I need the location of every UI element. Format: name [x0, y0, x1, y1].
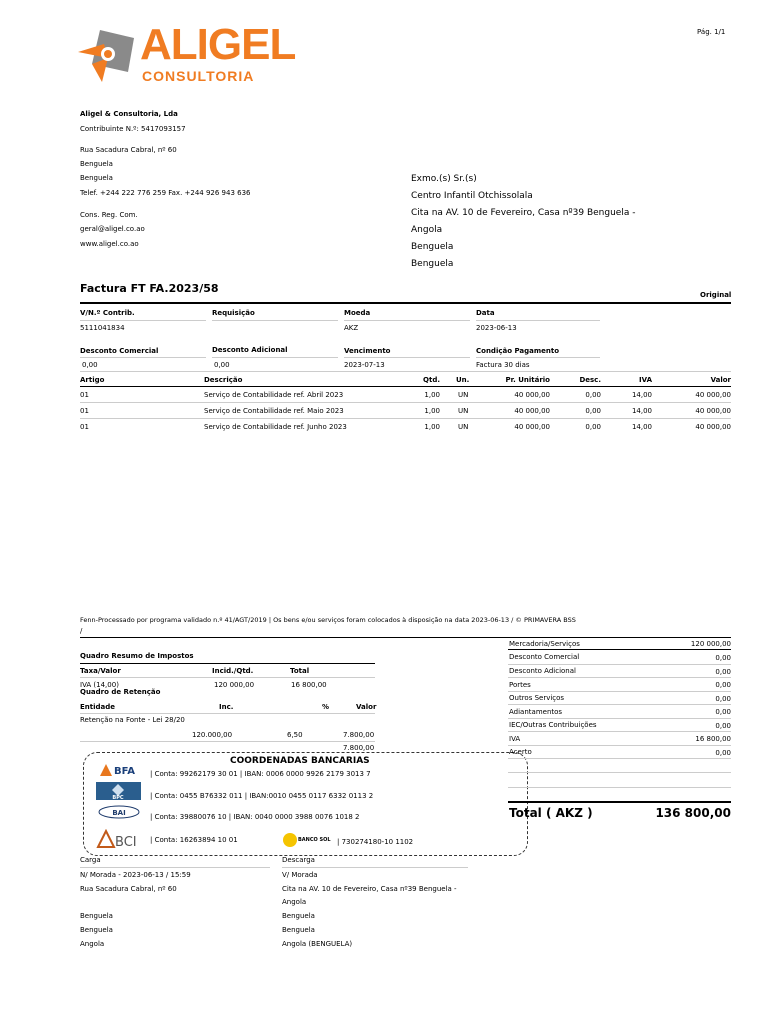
- retention-col-valor: Valor: [356, 703, 377, 711]
- banco-sol-icon: [283, 833, 297, 847]
- company-logo: [78, 22, 298, 88]
- row-pr-unitario: 40 000,00: [514, 391, 550, 399]
- bai-logo: [97, 805, 141, 819]
- company-reg: Cons. Reg. Com.: [80, 211, 138, 219]
- row-iva: 14,00: [631, 407, 652, 415]
- bank-row-bfa: | Conta: 99262179 30 01 | IBAN: 0006 0000 9926 2179 3013 7: [150, 770, 371, 778]
- company-province: Benguela: [80, 174, 113, 182]
- summary-value: 120 000,00: [690, 640, 731, 648]
- summary-value: 0,00: [715, 708, 731, 716]
- company-email: geral@aligel.co.ao: [80, 225, 145, 233]
- taxes-row-incid: 120 000,00: [214, 681, 255, 689]
- row-iva: 14,00: [631, 423, 652, 431]
- bank-row-sol: | 730274180-10 1102: [337, 838, 414, 846]
- field-value-condicao: Factura 30 dias: [476, 361, 530, 369]
- retention-pct: 6,50: [287, 731, 303, 739]
- summary-label: IEC/Outras Contribuições: [509, 721, 597, 729]
- retention-col-inc: Inc.: [219, 703, 234, 711]
- taxes-row-total: 16 800,00: [291, 681, 327, 689]
- footer-slash: /: [80, 627, 83, 635]
- bank-row-bci: | Conta: 16263894 10 01: [150, 836, 238, 844]
- bai-label: BAI: [112, 809, 126, 817]
- summary-label: Adiantamentos: [509, 708, 563, 716]
- logo-brand: ALIGEL: [140, 20, 296, 69]
- summary-value: 0,00: [715, 654, 731, 662]
- bci-label: BCI: [115, 835, 137, 849]
- carga-line: Benguela: [80, 912, 113, 920]
- summary-value: 0,00: [715, 668, 731, 676]
- row-pr-unitario: 40 000,00: [514, 407, 550, 415]
- company-web: www.aligel.co.ao: [80, 240, 139, 248]
- company-name: Aligel & Consultoria, Lda: [80, 110, 178, 118]
- col-artigo: Artigo: [80, 376, 105, 384]
- row-un: UN: [458, 391, 469, 399]
- summary-label: IVA: [509, 735, 521, 743]
- client-address: Cita na AV. 10 de Fevereiro, Casa nº39 Benguela -: [411, 208, 636, 218]
- bank-row-bpc: | Conta: 0455 B76332 011 | IBAN:0010 0455 0117 6332 0113 2: [150, 792, 374, 800]
- banco-sol-label: BANCO SOL: [298, 837, 331, 843]
- summary-label: Portes: [509, 681, 531, 689]
- row-desc: 0,00: [585, 391, 601, 399]
- invoice-title: Factura FT FA.2023/58: [80, 282, 219, 295]
- row-qtd: 1,00: [424, 407, 440, 415]
- row-valor: 40 000,00: [695, 391, 731, 399]
- carga-line: N/ Morada - 2023-06-13 / 15:59: [80, 871, 191, 879]
- row-artigo: 01: [80, 407, 89, 415]
- client-province: Benguela: [411, 259, 454, 269]
- descarga-line: Benguela: [282, 912, 315, 920]
- bank-title: COORDENADAS BANCARIAS: [230, 756, 370, 766]
- field-label-requisicao: Requisição: [212, 309, 255, 317]
- retention-inc: 120.000,00: [192, 731, 233, 739]
- field-label-data: Data: [476, 309, 495, 317]
- client-name: Centro Infantil Otchissolala: [411, 191, 533, 201]
- field-value-data: 2023-06-13: [476, 324, 517, 332]
- retention-title: Quadro de Retenção: [80, 688, 161, 696]
- field-label-vencimento: Vencimento: [344, 347, 391, 355]
- descarga-line: Angola: [282, 898, 307, 906]
- client-country: Angola: [411, 225, 443, 235]
- carga-line: Benguela: [80, 926, 113, 934]
- descarga-line: V/ Morada: [282, 871, 318, 879]
- logo-tagline: CONSULTORIA: [142, 68, 255, 84]
- descarga-line: Benguela: [282, 926, 315, 934]
- col-qtd: Qtd.: [423, 376, 440, 384]
- total-value: 136 800,00: [655, 806, 731, 820]
- bci-logo: [96, 829, 142, 849]
- bfa-logo-icon: [97, 762, 141, 778]
- bank-row-bai: | Conta: 39880076 10 | IBAN: 0040 0000 3988 0076 1018 2: [150, 813, 360, 821]
- col-descricao: Descrição: [204, 376, 243, 384]
- taxes-col-incid: Incid./Qtd.: [212, 667, 254, 675]
- taxes-row-taxa: IVA (14,00): [80, 681, 119, 689]
- row-valor: 40 000,00: [695, 407, 731, 415]
- bai-logo-icon: [97, 805, 141, 819]
- col-pr-unitario: Pr. Unitário: [505, 376, 550, 384]
- bpc-logo: [96, 782, 141, 800]
- summary-value: 0,00: [715, 695, 731, 703]
- bfa-logo: [97, 762, 141, 778]
- col-desc: Desc.: [579, 376, 601, 384]
- row-desc: 0,00: [585, 423, 601, 431]
- row-artigo: 01: [80, 423, 89, 431]
- row-qtd: 1,00: [424, 423, 440, 431]
- field-label-contrib: V/N.º Contrib.: [80, 309, 135, 317]
- summary-label: Mercadoria/Serviços: [509, 640, 580, 648]
- company-address: Rua Sacadura Cabral, nº 60: [80, 146, 177, 154]
- company-city: Benguela: [80, 160, 113, 168]
- carga-line: Rua Sacadura Cabral, nº 60: [80, 885, 177, 893]
- field-value-contrib: 5111041834: [80, 324, 125, 332]
- row-pr-unitario: 40 000,00: [514, 423, 550, 431]
- retention-col-entidade: Entidade: [80, 703, 116, 711]
- retention-value-total: 7.800,00: [343, 744, 375, 752]
- row-descricao: Serviço de Contabilidade ref. Maio 2023: [204, 407, 344, 415]
- field-value-moeda: AKZ: [344, 324, 359, 332]
- total-label: Total ( AKZ ): [509, 806, 593, 820]
- col-un: Un.: [456, 376, 470, 384]
- retention-col-pct: %: [322, 703, 330, 711]
- row-desc: 0,00: [585, 407, 601, 415]
- summary-label: Desconto Comercial: [509, 653, 580, 661]
- summary-value: 0,00: [715, 681, 731, 689]
- bci-logo-icon: [96, 829, 142, 849]
- taxes-col-taxa: Taxa/Valor: [80, 667, 121, 675]
- company-nif: Contribuinte N.º: 5417093157: [80, 125, 186, 133]
- field-label-condicao: Condição Pagamento: [476, 347, 560, 355]
- summary-label: Desconto Adicional: [509, 667, 576, 675]
- summary-label: Acerto: [509, 748, 532, 756]
- col-iva: IVA: [639, 376, 652, 384]
- row-valor: 40 000,00: [695, 423, 731, 431]
- retention-desc: Retenção na Fonte - Lei 28/20: [80, 716, 185, 724]
- field-label-desc-comercial: Desconto Comercial: [80, 347, 159, 355]
- retention-value: 7.800,00: [343, 731, 375, 739]
- carga-line: Angola: [80, 940, 105, 948]
- page-number: Pág. 1/1: [697, 28, 726, 36]
- invoice-copy: Original: [700, 291, 732, 299]
- carga-label: Carga: [80, 856, 101, 864]
- client-greeting: Exmo.(s) Sr.(s): [411, 174, 477, 184]
- field-label-moeda: Moeda: [344, 309, 371, 317]
- taxes-title: Quadro Resumo de Impostos: [80, 652, 194, 660]
- field-value-vencimento: 2023-07-13: [344, 361, 385, 369]
- client-city: Benguela: [411, 242, 454, 252]
- row-un: UN: [458, 407, 469, 415]
- descarga-line: Angola (BENGUELA): [282, 940, 353, 948]
- logo-mark-icon: [78, 24, 140, 84]
- bpc-logo-icon: [96, 782, 141, 800]
- row-artigo: 01: [80, 391, 89, 399]
- row-descricao: Serviço de Contabilidade ref. Abril 2023: [204, 391, 344, 399]
- row-un: UN: [458, 423, 469, 431]
- field-value-desc-comercial: 0,00: [82, 361, 98, 369]
- descarga-label: Descarga: [282, 856, 315, 864]
- company-phone: Telef. +244 222 776 259 Fax. +244 926 943 636: [80, 189, 251, 197]
- field-value-desc-adicional: 0,00: [214, 361, 230, 369]
- summary-value: 0,00: [715, 722, 731, 730]
- bpc-label: BPC: [112, 795, 124, 800]
- row-qtd: 1,00: [424, 391, 440, 399]
- summary-value: 16 800,00: [695, 735, 731, 743]
- footer-note: Fenn-Processado por programa validado n.º 41/AGT/2019 | Os bens e/ou serviços foram colocados à disposição na data 2023-06-13 / © PRIMAVERA BSS: [80, 616, 576, 624]
- taxes-col-total: Total: [290, 667, 310, 675]
- row-iva: 14,00: [631, 391, 652, 399]
- descarga-line: Cita na AV. 10 de Fevereiro, Casa nº39 Benguela -: [282, 885, 457, 893]
- summary-value: 0,00: [715, 749, 731, 757]
- field-label-desc-adicional: Desconto Adicional: [212, 346, 288, 354]
- summary-label: Outros Serviços: [509, 694, 565, 702]
- row-descricao: Serviço de Contabilidade ref. Junho 2023: [204, 423, 347, 431]
- bfa-label: BFA: [114, 766, 136, 777]
- col-valor: Valor: [710, 376, 731, 384]
